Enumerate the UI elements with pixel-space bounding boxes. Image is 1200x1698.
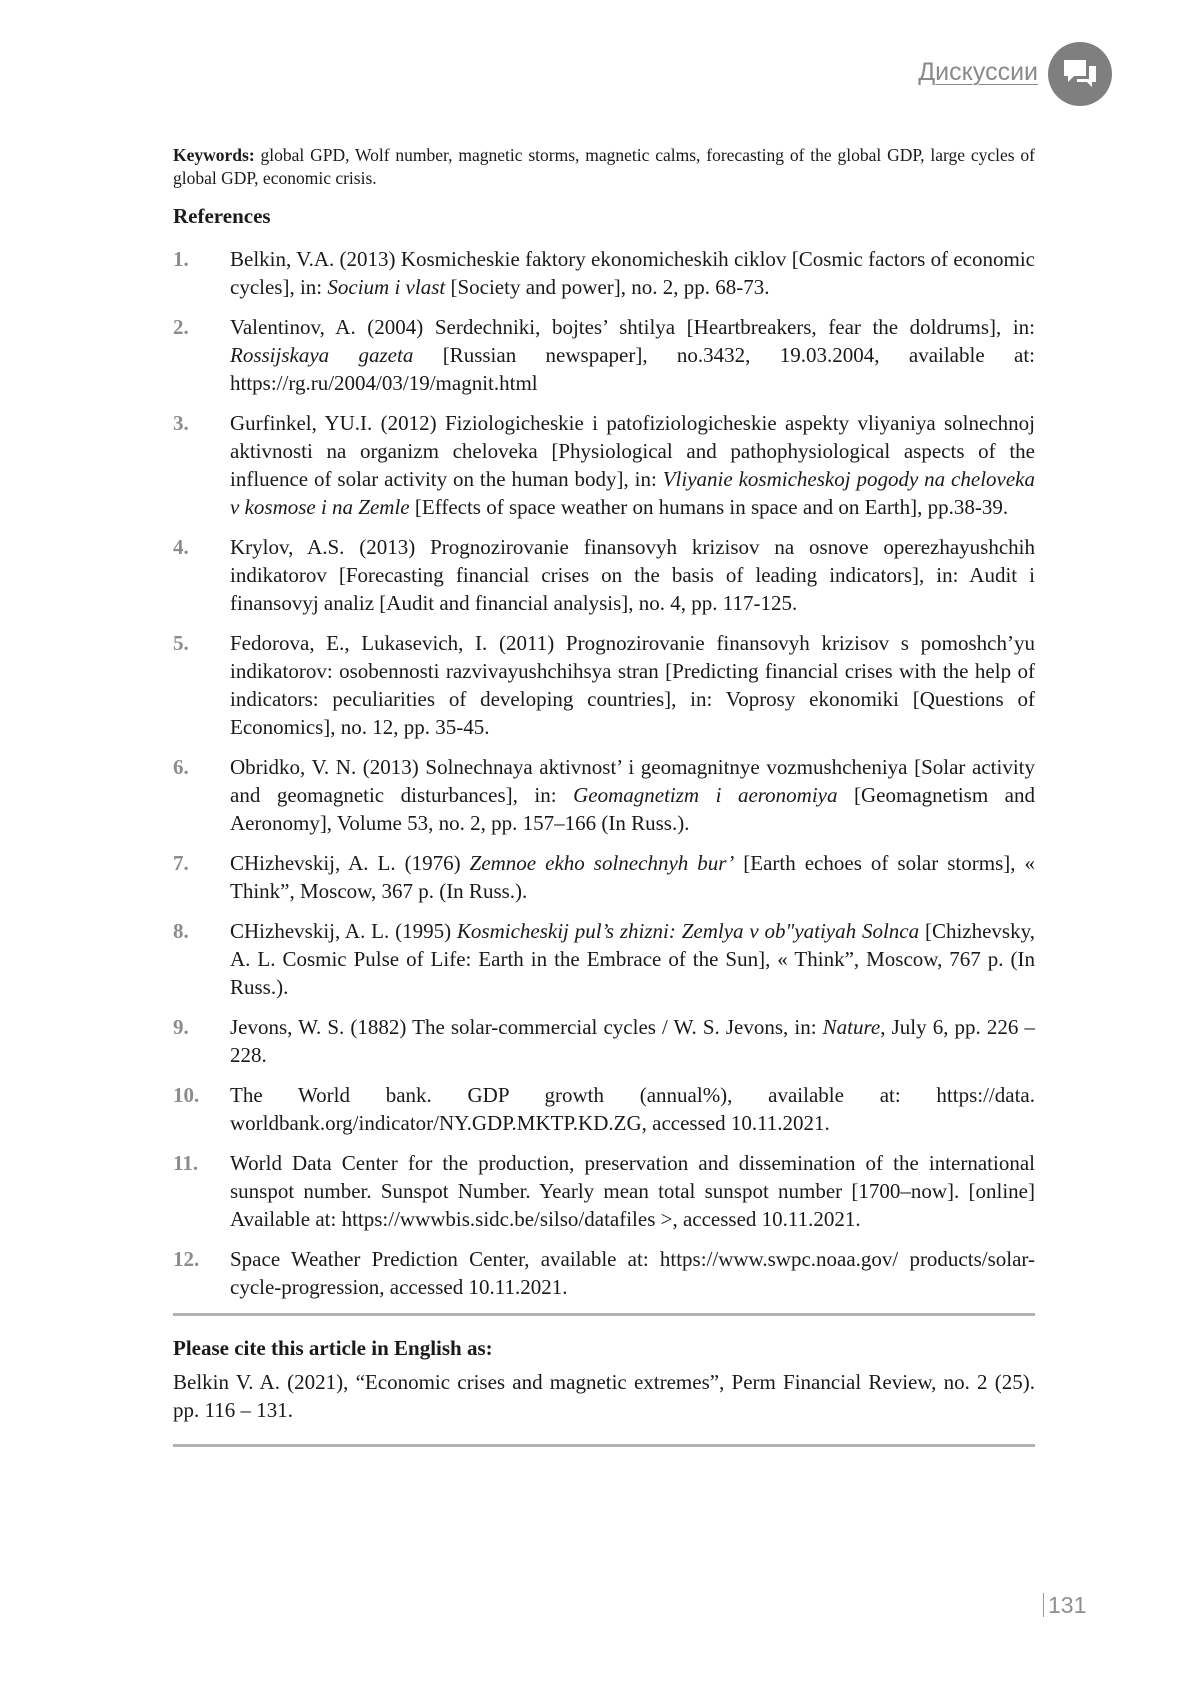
reference-item [173,1245,1035,1301]
reference-item [173,1081,1035,1137]
reference-text: Valentinov, A. (2004) Serdechniki, bojtes’ shtilya [Heartbreakers, fear the doldrums], in: [230,315,1035,339]
page-number-value: 131 [1048,1592,1086,1618]
reference-item [173,629,1035,741]
reference-number: 5. [173,629,189,657]
divider [173,1313,1035,1316]
reference-number: 12. [173,1245,199,1273]
citation-block [173,1334,1035,1424]
reference-item [173,849,1035,905]
reference-text: Fedorova, E., Lukasevich, I. (2011) Prognozirovanie finansovyh krizisov s pomoshch’yu indikatorov: osobennosti razvivayushchihsya stran [Predicting financial crises with the help of indicators: peculiarities of developing countries], in: Voprosy ekonomiki [Questions of Economics], no. 12, pp. 35-45. [230,631,1035,739]
reference-number: 7. [173,849,189,877]
article-body [173,144,1035,1447]
reference-text: Space Weather Prediction Center, available at: https://www.swpc.noaa.gov/ products/solar-cycle-progression, accessed 10.11.2021. [230,1247,1035,1299]
page-number [1043,1592,1086,1619]
reference-text: CHizhevskij, A. L. (1995) [230,919,457,943]
reference-item [173,917,1035,1001]
reference-italic-title: Geomagnetizm i aeronomiya [573,783,837,807]
reference-text: [Geomagnetism and Aeronomy], Volume 53, no. 2, pp. 157–166 (In Russ.). [230,783,1035,835]
reference-item [173,1149,1035,1233]
keywords-label: Keywords: [173,145,255,165]
keywords-paragraph [173,144,1035,190]
reference-text: , July 6, pp. 226 – 228. [230,1015,1035,1067]
citation-text: Belkin V. A. (2021), “Economic crises and magnetic extremes”, Perm Financial Review, no. 2 (25). pp. 116 – 131. [173,1368,1035,1424]
references-list [173,245,1035,1301]
reference-text: [Earth echoes of solar storms], « Think”, Moscow, 367 p. (In Russ.). [230,851,1035,903]
reference-text: [Russian newspaper], no.3432, 19.03.2004, available at: https://rg.ru/2004/03/19/magnit.html [230,343,1035,395]
chat-bubbles-icon [1060,56,1100,92]
reference-italic-title: Zemnoe ekho solnechnyh bur’ [470,851,735,875]
reference-item [173,245,1035,301]
reference-number: 10. [173,1081,199,1109]
discussion-chat-icon [1048,42,1112,106]
section-label[interactable]: Дискуссии [918,58,1038,87]
reference-text: [Society and power], no. 2, pp. 68-73. [445,275,769,299]
reference-number: 6. [173,753,189,781]
reference-number: 1. [173,245,189,273]
reference-number: 11. [173,1149,198,1177]
reference-text: [Effects of space weather on humans in space and on Earth], pp.38-39. [410,495,1009,519]
reference-number: 4. [173,533,189,561]
reference-text: Obridko, V. N. (2013) Solnechnaya aktivnost’ i geomagnitnye vozmushcheniya [Solar activity and geomagnetic disturbances], in: [230,755,1035,807]
citation-heading: Please cite this article in English as: [173,1334,1035,1362]
reference-number: 2. [173,313,189,341]
reference-item [173,313,1035,397]
reference-text: Belkin, V.A. (2013) Kosmicheskie faktory ekonomicheskih ciklov [Cosmic factors of economic cycles], in: [230,247,1035,299]
reference-number: 3. [173,409,189,437]
page-number-bar [1043,1593,1044,1617]
reference-text: World Data Center for the production, preservation and dissemination of the international sunspot number. Sunspot Number. Yearly mean total sunspot number [1700–now]. [online] Available at: https://wwwbis.sidc.be/silso/datafiles >, accessed 10.11.2021. [230,1151,1035,1231]
reference-item [173,533,1035,617]
reference-text: The World bank. GDP growth (annual%), available at: https://data. worldbank.org/indicator/NY.GDP.MKTP.KD.ZG, accessed 10.11.2021. [230,1083,1035,1135]
reference-item [173,1013,1035,1069]
reference-item [173,409,1035,521]
reference-italic-title: Socium i vlast [327,275,445,299]
reference-italic-title: Nature [823,1015,881,1039]
reference-text: Jevons, W. S. (1882) The solar-commercial cycles / W. S. Jevons, in: [230,1015,823,1039]
reference-italic-title: Kosmicheskij pul’s zhizni: Zemlya v ob"yatiyah Solnca [457,919,919,943]
keywords-text: global GPD, Wolf number, magnetic storms, magnetic calms, forecasting of the global GDP, large cycles of global GDP, economic crisis. [173,145,1035,188]
references-heading: References [173,204,1035,229]
reference-text: [Chizhevsky, A. L. Cosmic Pulse of Life: Earth in the Embrace of the Sun], « Think”, Moscow, 767 p. (In Russ.). [230,919,1035,999]
reference-italic-title: Vliyanie kosmicheskoj pogody na cheloveka v kosmose i na Zemle [230,467,1035,519]
divider [173,1444,1035,1447]
reference-item [173,753,1035,837]
reference-number: 8. [173,917,189,945]
reference-text: Krylov, A.S. (2013) Prognozirovanie finansovyh krizisov na osnove operezhayushchih indikatorov [Forecasting financial crises on the basis of leading indicators], in: Audit i finansovyj analiz [Audit and financial analysis], no. 4, pp. 117-125. [230,535,1035,615]
reference-number: 9. [173,1013,189,1041]
reference-text: Gurfinkel, YU.I. (2012) Fiziologicheskie i patofiziologicheskie aspekty vliyaniya solnechnoj aktivnosti na organizm cheloveka [Physiological and pathophysiological aspects of the influence of solar activity on the human body], in: [230,411,1035,491]
reference-italic-title: Rossijskaya gazeta [230,343,413,367]
page-header [0,0,1200,130]
reference-text: CHizhevskij, A. L. (1976) [230,851,470,875]
